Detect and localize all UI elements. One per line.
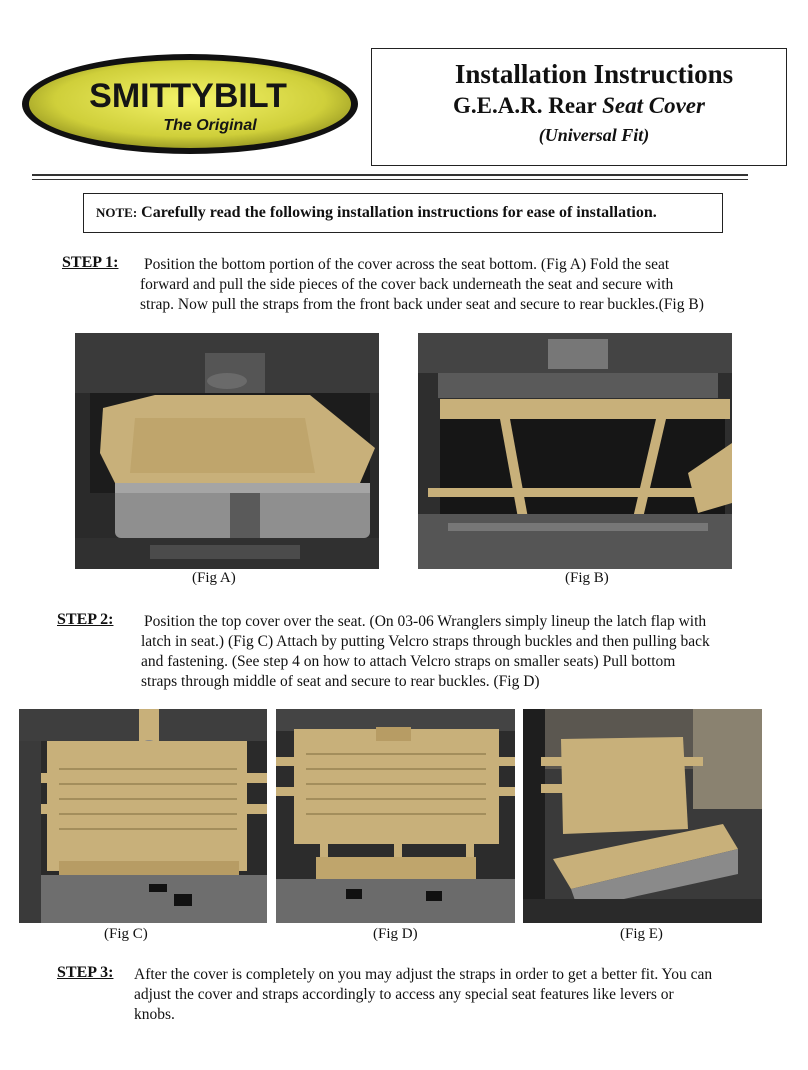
step-2-label: STEP 2:	[57, 611, 114, 628]
product-prefix: G.E.A.R. Rear	[453, 93, 603, 118]
step-2-text	[141, 612, 710, 692]
step-2-line: and fastening. (See step 4 on how to attach Velcro straps on smaller seats) Pull bottom	[141, 653, 676, 670]
step-3-line: knobs.	[134, 1006, 175, 1023]
step-1-text	[140, 255, 704, 315]
step-3-line: adjust the cover and straps accordingly to access any special seat features like levers or	[134, 986, 674, 1003]
step-1-label: STEP 1:	[62, 254, 119, 271]
note-text: Carefully read the following installation instructions for ease of installation.	[137, 204, 657, 221]
step-2-line: latch in seat.) (Fig C) Attach by putting Velcro straps through buckles and then pulling back	[141, 633, 710, 650]
product-title	[372, 93, 786, 119]
page-title: Installation Instructions	[454, 59, 734, 89]
step-1-line: forward and pull the side pieces of the cover back underneath the seat and secure with	[140, 276, 674, 293]
fig-d-photo	[276, 709, 515, 923]
fig-a-caption: (Fig A)	[192, 570, 236, 586]
step-3-label: STEP 3:	[57, 964, 114, 981]
fit-subtitle: (Universal Fit)	[538, 125, 650, 145]
step-3-line: After the cover is completely on you may adjust the straps in order to get a better fit. You can	[134, 966, 713, 983]
step-2-line: straps through middle of seat and secure to rear buckles. (Fig D)	[141, 673, 540, 690]
header-rule-top	[32, 174, 748, 176]
fig-e-caption: (Fig E)	[620, 926, 663, 942]
note-box	[83, 193, 723, 233]
logo-brand: SMITTYBILT	[89, 77, 287, 115]
note-label: NOTE:	[96, 205, 138, 220]
fig-a-photo	[75, 333, 379, 569]
fig-e-photo	[523, 709, 762, 923]
product-name-italic: Seat Cover	[602, 93, 705, 118]
step-2-line: Position the top cover over the seat. (On 03-06 Wranglers simply lineup the latch flap with	[144, 613, 707, 630]
smittybilt-logo	[20, 52, 360, 156]
fig-b-photo	[418, 333, 732, 569]
fig-b-caption: (Fig B)	[565, 570, 609, 586]
title-box	[371, 48, 787, 166]
header-rule-bottom	[32, 179, 748, 180]
step-1-line: Position the bottom portion of the cover across the seat bottom. (Fig A) Fold the seat	[144, 256, 670, 273]
logo-tagline: The Original	[163, 117, 257, 134]
fig-c-caption: (Fig C)	[104, 926, 148, 942]
step-3-text	[134, 965, 712, 1025]
fig-d-caption: (Fig D)	[373, 926, 418, 942]
fig-c-photo	[19, 709, 267, 923]
step-1-line: strap. Now pull the straps from the front back under seat and secure to rear buckles.(Fig B)	[140, 296, 704, 313]
